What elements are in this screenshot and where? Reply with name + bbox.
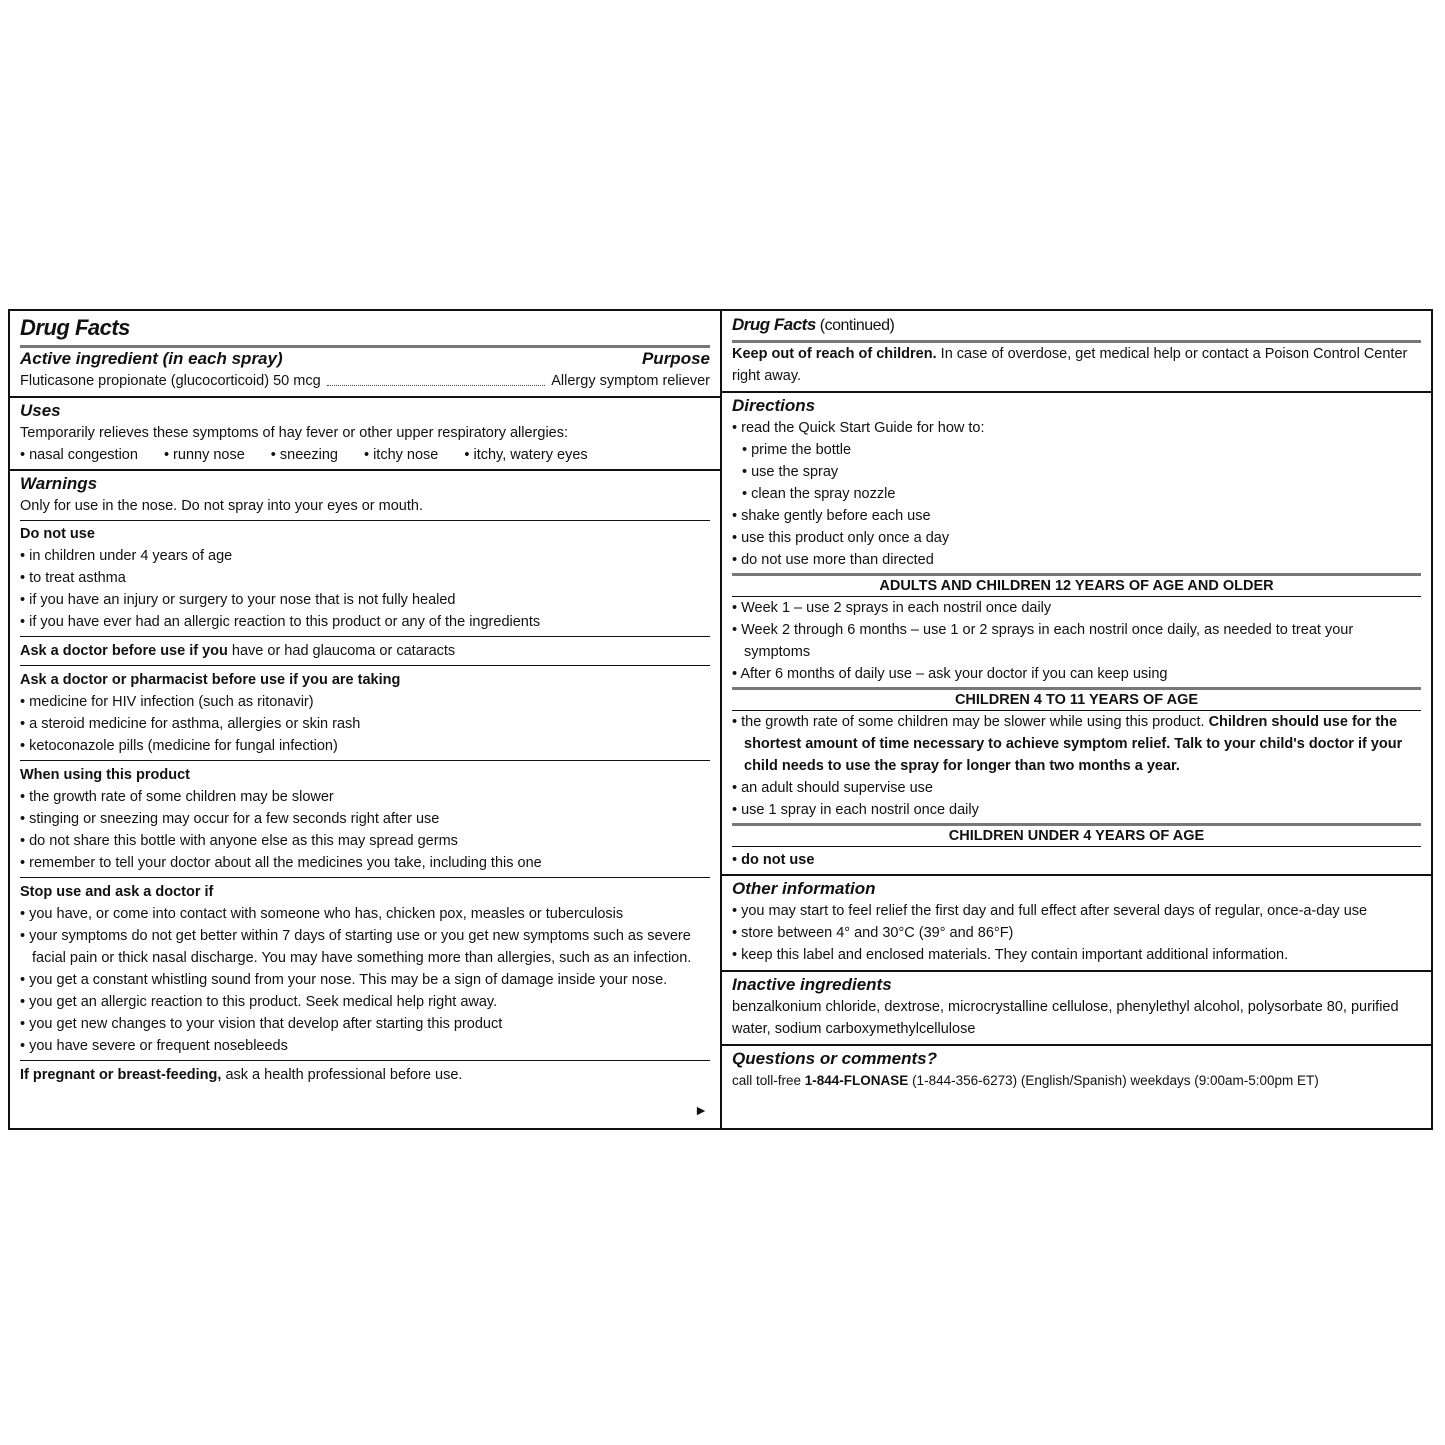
active-ingredient-row <box>20 370 710 392</box>
ask-doctor-section <box>20 637 710 666</box>
use-item: • itchy nose <box>364 444 438 466</box>
list-item: • your symptoms do not get better within 7 days of starting use or you get new symptoms such as severe facial pain or thick nasal discharge. You may have something more than allergies, such as an infection. <box>20 925 710 969</box>
warnings-text: Only for use in the nose. Do not spray into your eyes or mouth. <box>20 495 710 521</box>
list-item: • a steroid medicine for asthma, allergies or skin rash <box>20 713 710 735</box>
list-item: • the growth rate of some children may be slower <box>20 786 710 808</box>
continue-arrow-icon: ► <box>694 1102 708 1118</box>
list-item: • to treat asthma <box>20 567 710 589</box>
list-item: • medicine for HIV infection (such as ritonavir) <box>20 691 710 713</box>
ask-pharmacist-section <box>20 666 710 761</box>
list-item: • you get an allergic reaction to this product. Seek medical help right away. <box>20 991 710 1013</box>
other-info-heading: Other information <box>732 879 876 898</box>
list-item: • do not share this bottle with anyone else as this may spread germs <box>20 830 710 852</box>
list-item <box>732 711 1421 777</box>
list-item: • you get new changes to your vision that develop after starting this product <box>20 1013 710 1035</box>
list-item: • remember to tell your doctor about all the medicines you take, including this one <box>20 852 710 874</box>
list-item: • prime the bottle <box>732 439 1421 461</box>
adults-band: ADULTS AND CHILDREN 12 YEARS OF AGE AND OLDER <box>732 573 1421 597</box>
list-item: • do not use more than directed <box>732 549 1421 571</box>
keep-out-lead: Keep out of reach of children. <box>732 346 937 362</box>
drug-facts-continued-title: Drug Facts <box>732 315 816 334</box>
list-item: • you have severe or frequent nosebleeds <box>20 1035 710 1057</box>
stop-use-section <box>20 878 710 1061</box>
list-item: • an adult should supervise use <box>732 777 1421 799</box>
list-item: • clean the spray nozzle <box>732 483 1421 505</box>
pregnant-lead: If pregnant or breast-feeding, <box>20 1067 222 1083</box>
keep-out-text: In case of overdose, get medical help or contact a Poison Control Center right away. <box>732 346 1408 384</box>
active-ingredient-heading: Active ingredient (in each spray) <box>20 349 283 368</box>
warnings-heading: Warnings <box>20 474 98 493</box>
do-not-use-heading: Do not use <box>20 526 95 542</box>
use-item: • nasal congestion <box>20 444 138 466</box>
pregnant-section <box>20 1061 710 1089</box>
use-item: • itchy, watery eyes <box>464 444 587 466</box>
purpose-heading: Purpose <box>641 349 710 368</box>
list-item: • you have, or come into contact with someone who has, chicken pox, measles or tuberculosis <box>20 903 710 925</box>
drug-facts-panel-left <box>8 309 722 1130</box>
children-band: CHILDREN 4 TO 11 YEARS OF AGE <box>732 687 1421 711</box>
questions-heading: Questions or comments? <box>732 1049 937 1068</box>
ask-doctor-lead: Ask a doctor before use if you <box>20 643 228 659</box>
children-lead: the growth rate of some children may be slower while using this product. <box>741 714 1209 730</box>
list-item: • shake gently before each use <box>732 505 1421 527</box>
list-item: • ketoconazole pills (medicine for fungal infection) <box>20 735 710 757</box>
active-ingredient: Fluticasone propionate (glucocorticoid) 50 mcg <box>20 373 321 389</box>
list-item: • keep this label and enclosed materials. They contain important additional information. <box>732 944 1421 966</box>
list-item: • After 6 months of daily use – ask your doctor if you can keep using <box>732 663 1421 685</box>
list-item: • in children under 4 years of age <box>20 545 710 567</box>
under4-band: CHILDREN UNDER 4 YEARS OF AGE <box>732 823 1421 847</box>
directions-heading: Directions <box>732 396 816 415</box>
list-item: • use this product only once a day <box>732 527 1421 549</box>
list-item: • store between 4° and 30°C (39° and 86°F) <box>732 922 1421 944</box>
children-bold: Children should use for the shortest amount of time necessary to achieve symptom relief. Talk to your child's doctor if your child needs to use the spray for longer than two months a year. <box>744 714 1403 774</box>
list-item: • if you have an injury or surgery to your nose that is not fully healed <box>20 589 710 611</box>
ask-pharmacist-heading: Ask a doctor or pharmacist before use if you are taking <box>20 672 401 688</box>
when-using-heading: When using this product <box>20 767 190 783</box>
list-item: • do not use <box>732 847 1421 871</box>
questions-text: call toll-free 1-844-FLONASE (1-844-356-6273) (English/Spanish) weekdays (9:00am-5:00pm ET) <box>732 1073 1319 1088</box>
ask-doctor-text: have or had glaucoma or cataracts <box>227 643 456 659</box>
list-item: • use the spray <box>732 461 1421 483</box>
use-item: • sneezing <box>271 444 338 466</box>
list-item: • you get a constant whistling sound from your nose. This may be a sign of damage inside your nose. <box>20 969 710 991</box>
inactive-ingredients-heading: Inactive ingredients <box>732 975 892 994</box>
uses-text: Temporarily relieves these symptoms of hay fever or other upper respiratory allergies: <box>20 425 569 441</box>
when-using-section <box>20 761 710 878</box>
uses-list <box>20 444 710 466</box>
list-item: • stinging or sneezing may occur for a few seconds right after use <box>20 808 710 830</box>
list-item: • Week 2 through 6 months – use 1 or 2 sprays in each nostril once daily, as needed to treat your symptoms <box>732 619 1421 663</box>
drug-facts-panel-right <box>720 309 1433 1130</box>
list-item: • if you have ever had an allergic reaction to this product or any of the ingredients <box>20 611 710 633</box>
stop-use-heading: Stop use and ask a doctor if <box>20 884 214 900</box>
uses-heading: Uses <box>20 401 61 420</box>
phone-number: 1-844-FLONASE <box>804 1073 909 1088</box>
list-item: • read the Quick Start Guide for how to: <box>732 417 1421 439</box>
drug-facts-title: Drug Facts <box>20 315 130 340</box>
list-item: • you may start to feel relief the first day and full effect after several days of regular, once-a-day use <box>732 900 1421 922</box>
continued-label: (continued) <box>815 317 895 334</box>
use-item: • runny nose <box>164 444 245 466</box>
inactive-ingredients-text: benzalkonium chloride, dextrose, microcrystalline cellulose, phenylethyl alcohol, polysorbate 80, purified water, sodium carboxymethylcellulose <box>732 999 1399 1037</box>
purpose-text: Allergy symptom reliever <box>551 373 710 389</box>
list-item: • use 1 spray in each nostril once daily <box>732 799 1421 821</box>
list-item: • Week 1 – use 2 sprays in each nostril once daily <box>732 597 1421 619</box>
pregnant-text: ask a health professional before use. <box>221 1067 463 1083</box>
do-not-use-section <box>20 521 710 637</box>
